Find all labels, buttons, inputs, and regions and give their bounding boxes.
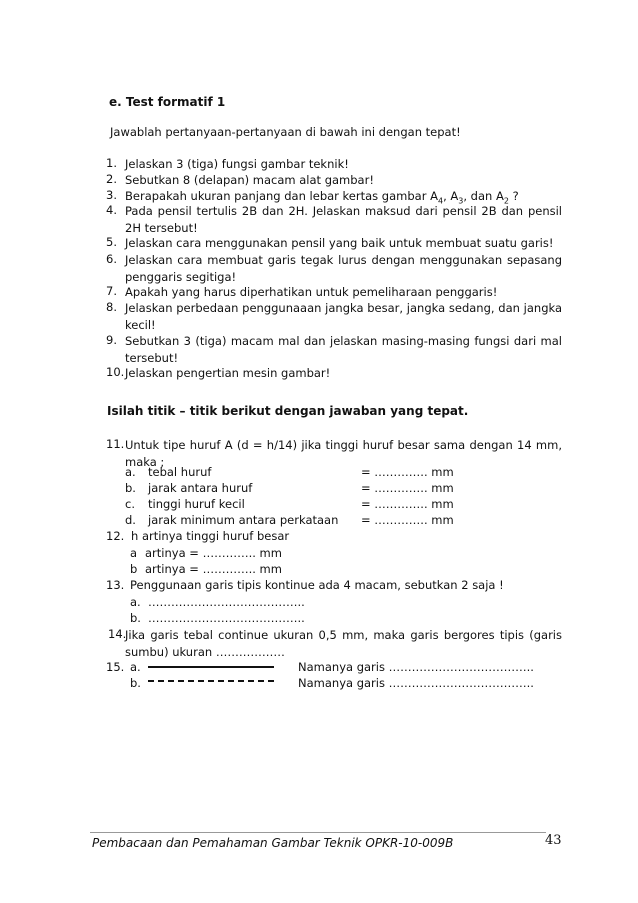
q13-item-text: ………………………………….. [148,595,305,609]
q13-item-text: ………………………………….. [148,611,305,625]
question-number: 11. [106,437,125,451]
question-8 [106,300,562,333]
q11-item-text: tebal huruf [148,465,212,479]
q12-item-label: b [130,562,138,576]
question-text: Jelaskan pengertian mesin gambar! [125,366,331,380]
q11-item-label: c. [125,497,135,511]
footer-divider [90,832,546,833]
q11-item-value: = ………….. mm [361,481,454,495]
question-number: 3. [106,188,117,202]
question-text: Apakah yang harus diperhatikan untuk pemeliharaan penggaris! [125,285,498,299]
question-number: 13. [106,578,125,592]
question-10 [106,365,562,382]
question-number: 6. [106,252,117,266]
question-2 [106,172,562,189]
question-number: 2. [106,172,117,186]
solid-line-sample [148,666,274,668]
q15-item-text: Namanya garis ……………………………….. [298,676,534,690]
question-text: Berapakah ukuran panjang dan lebar kertas gambar $A_4$, $A_3$, dan $A_2$ ? [125,189,519,206]
question-text: Jika garis tebal continue ukuran 0,5 mm, maka garis bergores tipis (garis sumbu) ukuran ……………… [125,628,562,659]
dashed-line-sample [148,680,274,682]
q15-item-text: Namanya garis ……………………………….. [298,660,534,674]
q11-item-label: a. [125,465,136,479]
question-1 [106,156,562,173]
question-number: 15. [106,660,125,674]
question-14 [108,627,562,660]
question-6 [106,252,562,285]
question-text: Pada pensil tertulis 2B dan 2H. Jelaskan maksud dari pensil 2B dan pensil 2H tersebut! [125,204,562,235]
question-text: h artinya tinggi huruf besar [131,529,290,543]
section-title: e. Test formatif 1 [109,95,226,109]
question-text: Jelaskan perbedaan penggunaaan jangka besar, jangka sedang, dan jangka kecil! [125,301,562,332]
q11-item-value: = ………….. mm [361,513,454,527]
question-number: 7. [106,284,117,298]
page-number: 43 [545,833,562,848]
q12-item-label: a [130,546,138,560]
question-text: Untuk tipe huruf A (d = h/14) jika tinggi huruf besar sama dengan 14 mm, maka ; [125,438,562,469]
question-text: Sebutkan 8 (delapan) macam alat gambar! [125,173,374,187]
q11-item-label: b. [125,481,136,495]
instruction: Jawablah pertanyaan-pertanyaan di bawah ini dengan tepat! [110,125,461,139]
question-9 [106,333,562,366]
q11-item-text: jarak minimum antara perkataan [148,513,339,527]
q11-item-value: = ………….. mm [361,497,454,511]
question-text: Sebutkan 3 (tiga) macam mal dan jelaskan masing-masing fungsi dari mal tersebut! [125,334,562,365]
q11-item-value: = ………….. mm [361,465,454,479]
q15-item-label: a. [130,660,141,674]
question-number: 8. [106,300,117,314]
question-number: 14. [108,627,127,641]
q11-item-text: tinggi huruf kecil [148,497,245,511]
question-number: 5. [106,235,117,249]
question-number: 1. [106,156,117,170]
question-text: Penggunaan garis tipis kontinue ada 4 macam, sebutkan 2 saja ! [130,578,504,592]
q12-item-text: artinya = ………….. mm [145,562,282,576]
q11-item-label: d. [125,513,136,527]
fill-heading: Isilah titik – titik berikut dengan jawaban yang tepat. [107,404,469,418]
question-number: 9. [106,333,117,347]
question-number: 10. [106,365,125,379]
question-text: Jelaskan cara membuat garis tegak lurus dengan menggunakan sepasang penggaris segitiga! [125,253,562,284]
q11-item-text: jarak antara huruf [148,481,253,495]
question-number: 12. [106,529,125,543]
question-5 [106,235,562,252]
question-text: Jelaskan cara menggunakan pensil yang baik untuk membuat suatu garis! [125,236,554,250]
question-text: Jelaskan 3 (tiga) fungsi gambar teknik! [125,157,349,171]
q13-item-label: b. [130,611,141,625]
q15-item-label: b. [130,676,141,690]
question-7 [106,284,562,301]
footer-title: Pembacaan dan Pemahaman Gambar Teknik OPKR-10-009B [92,836,454,850]
q12-item-text: artinya = ………….. mm [145,546,282,560]
question-4 [106,203,562,236]
q13-item-label: a. [130,595,141,609]
question-number: 4. [106,203,117,217]
